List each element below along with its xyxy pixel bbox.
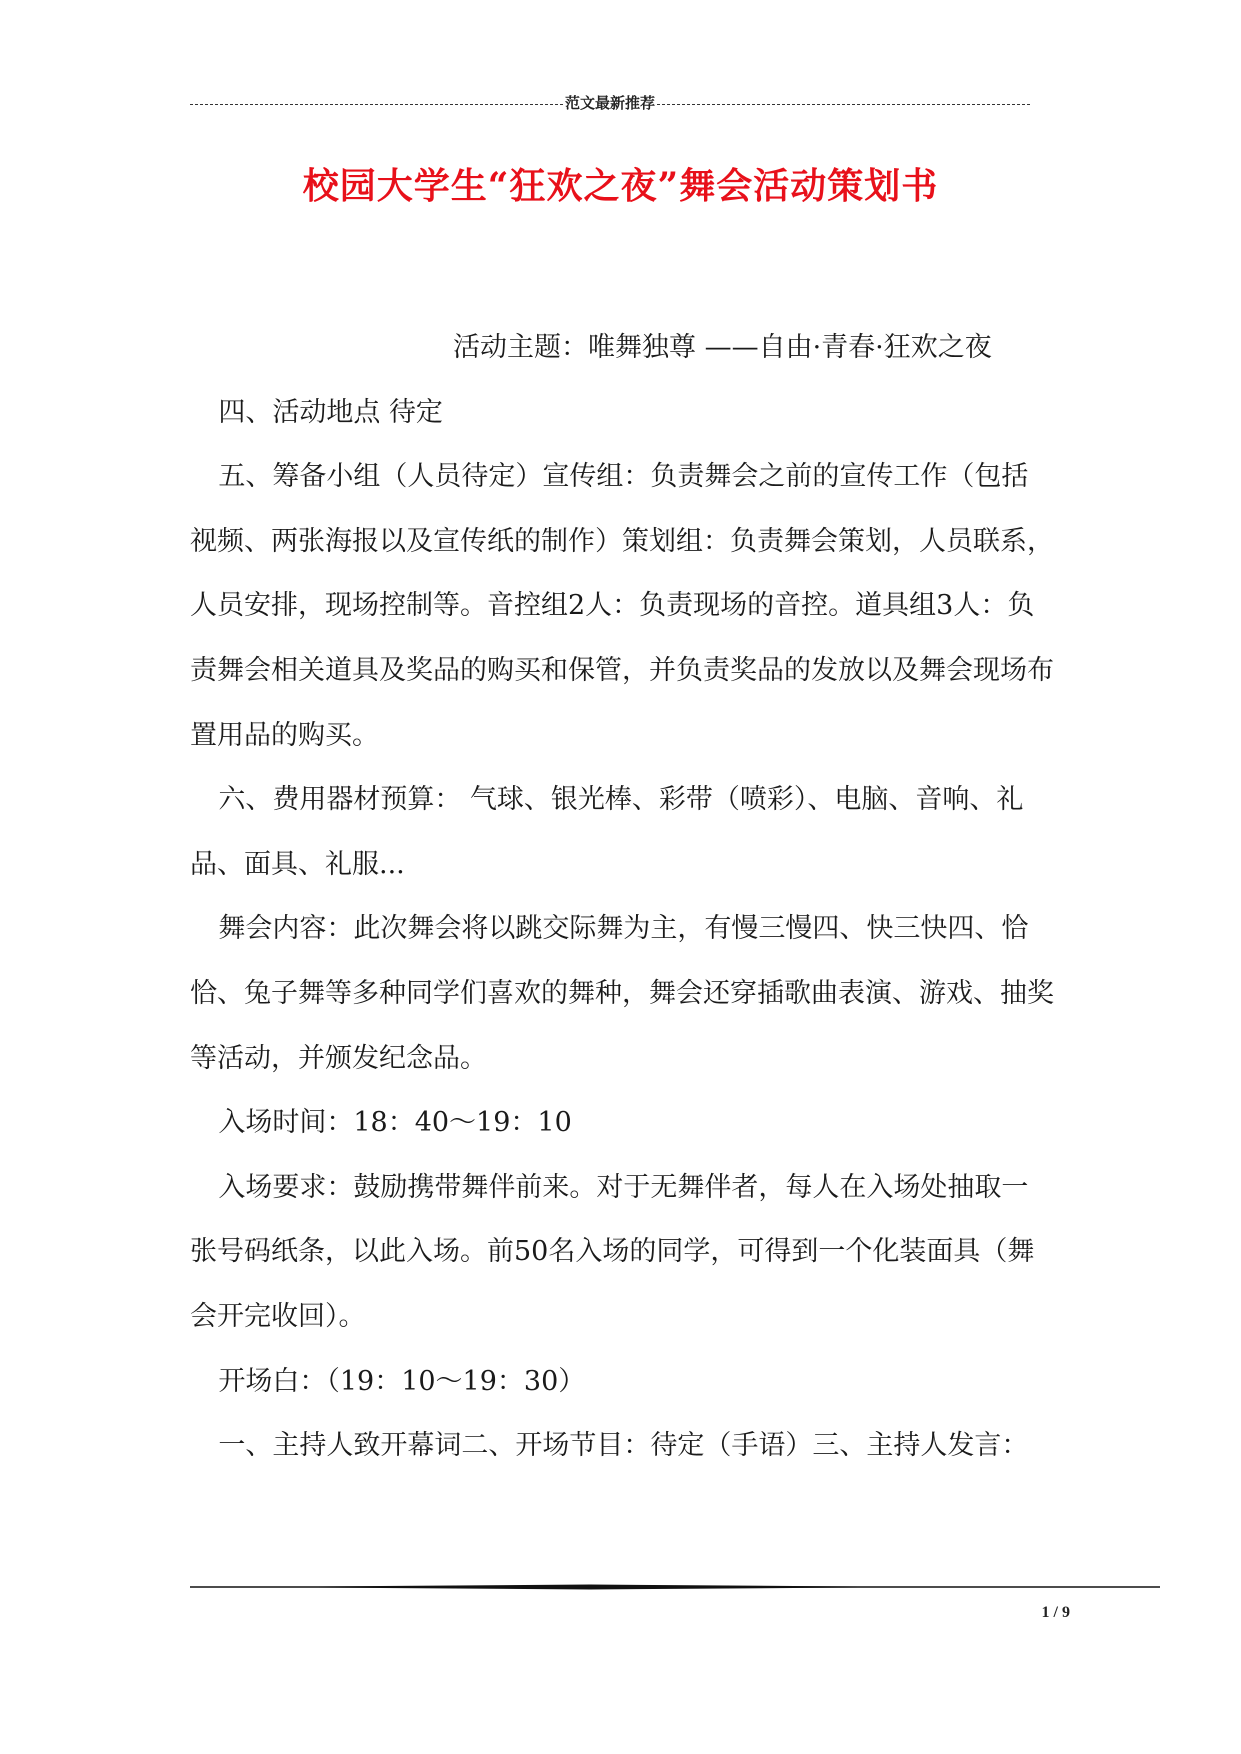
header-label: 范文最新推荐 — [565, 95, 656, 112]
document-title: 校园大学生“狂欢之夜”舞会活动策划书 — [302, 165, 939, 207]
paragraph-location: 四、活动地点 待定 — [218, 396, 443, 428]
paragraph-opening: 开场白：（19：10～19：30） — [218, 1365, 586, 1397]
header-dash-right — [657, 104, 1030, 105]
document-body — [190, 316, 1055, 1479]
paragraph-theme — [190, 316, 1055, 381]
page-number: 1 / 9 — [1041, 1604, 1070, 1621]
header-dash-left — [190, 104, 563, 105]
paragraph-program: 一、主持人致开幕词二、开场节目：待定（手语）三、主持人发言： — [218, 1430, 1029, 1462]
paragraph-theme-text: 活动主题：唯舞独尊 ——自由·青春·狂欢之夜 — [453, 332, 992, 363]
page-header — [190, 92, 1030, 112]
paragraph-content: 舞会内容：此次舞会将以跳交际舞为主，有慢三慢四、快三快四、恰恰、兔子舞等多种同学们喜欢的舞种，舞会还穿插歌曲表演、游戏、抽奖等活动，并颁发纪念品。 — [190, 913, 1054, 1074]
paragraph-entry-rules: 入场要求：鼓励携带舞伴前来。对于无舞伴者，每人在入场处抽取一张号码纸条，以此入场。前50名入场的同学，可得到一个化装面具（舞会开完收回）。 — [190, 1171, 1035, 1332]
paragraph-entry-time: 入场时间：18：40～19：10 — [218, 1107, 572, 1139]
footer-rule — [190, 1580, 1160, 1594]
paragraph-team: 五、筹备小组（人员待定）宣传组：负责舞会之前的宣传工作（包括视频、两张海报以及宣传纸的制作）策划组：负责舞会策划，人员联系，人员安排，现场控制等。音控组2人：负责现场的音控。道具组3人：负责舞会相关道具及奖品的购买和保管，并负责奖品的发放以及舞会现场布置用品的购买。 — [190, 461, 1054, 751]
paragraph-budget: 六、费用器材预算： 气球、银光棒、彩带（喷彩）、电脑、音响、礼品、面具、礼服... — [190, 784, 1024, 880]
